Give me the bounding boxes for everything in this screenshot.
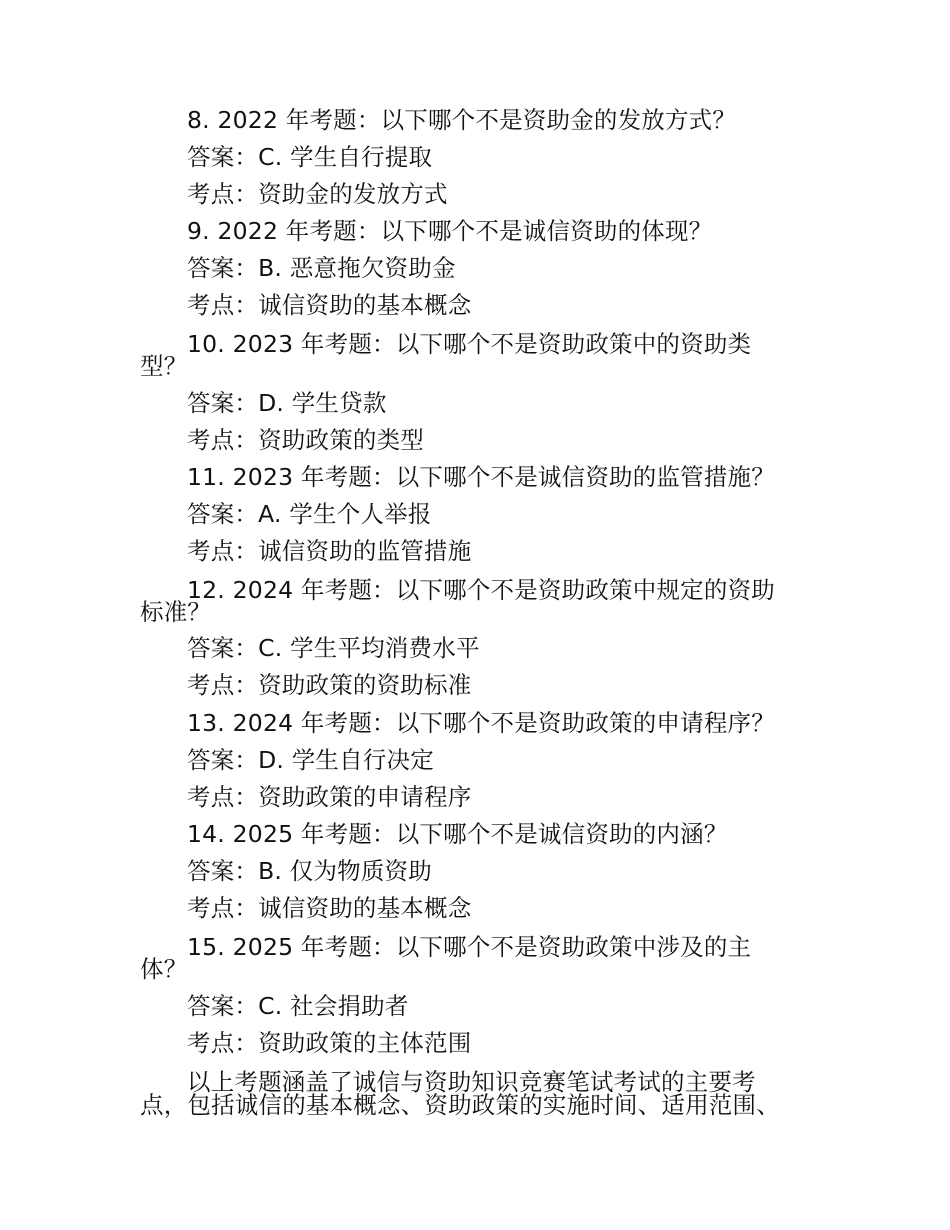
question-15-continued: 体？ xyxy=(140,955,188,983)
question-11: 11. 2023 年考题：以下哪个不是诚信资助的监管措施？ xyxy=(187,463,775,491)
point-12: 考点：资助政策的资助标准 xyxy=(187,671,472,699)
point-9: 考点：诚信资助的基本概念 xyxy=(187,291,472,319)
point-10: 考点：资助政策的类型 xyxy=(187,426,424,454)
question-12: 12. 2024 年考题：以下哪个不是资助政策中规定的资助 xyxy=(187,576,775,604)
answer-12: 答案：C. 学生平均消费水平 xyxy=(187,634,480,662)
question-13: 13. 2024 年考题：以下哪个不是资助政策的申请程序？ xyxy=(187,709,775,737)
answer-9: 答案：B. 恶意拖欠资助金 xyxy=(187,254,456,282)
point-8: 考点：资助金的发放方式 xyxy=(187,180,448,208)
question-12-continued: 标准？ xyxy=(140,598,212,626)
question-8: 8. 2022 年考题：以下哪个不是资助金的发放方式？ xyxy=(187,106,737,134)
summary-line-2: 点，包括诚信的基本概念、资助政策的实施时间、适用范围、 xyxy=(140,1091,780,1119)
answer-13: 答案：D. 学生自行决定 xyxy=(187,746,434,774)
point-13: 考点：资助政策的申请程序 xyxy=(187,783,472,811)
summary-line-1: 以上考题涵盖了诚信与资助知识竞赛笔试考试的主要考 xyxy=(187,1068,756,1096)
answer-14: 答案：B. 仅为物质资助 xyxy=(187,857,432,885)
answer-8: 答案：C. 学生自行提取 xyxy=(187,143,433,171)
answer-15: 答案：C. 社会捐助者 xyxy=(187,992,409,1020)
point-15: 考点：资助政策的主体范围 xyxy=(187,1029,472,1057)
question-9: 9. 2022 年考题：以下哪个不是诚信资助的体现？ xyxy=(187,217,713,245)
point-11: 考点：诚信资助的监管措施 xyxy=(187,537,472,565)
question-14: 14. 2025 年考题：以下哪个不是诚信资助的内涵？ xyxy=(187,820,728,848)
answer-10: 答案：D. 学生贷款 xyxy=(187,389,387,417)
point-14: 考点：诚信资助的基本概念 xyxy=(187,894,472,922)
question-15: 15. 2025 年考题：以下哪个不是资助政策中涉及的主 xyxy=(187,933,752,961)
question-10: 10. 2023 年考题：以下哪个不是资助政策中的资助类 xyxy=(187,330,752,358)
answer-11: 答案：A. 学生个人举报 xyxy=(187,500,432,528)
question-10-continued: 型？ xyxy=(140,352,188,380)
